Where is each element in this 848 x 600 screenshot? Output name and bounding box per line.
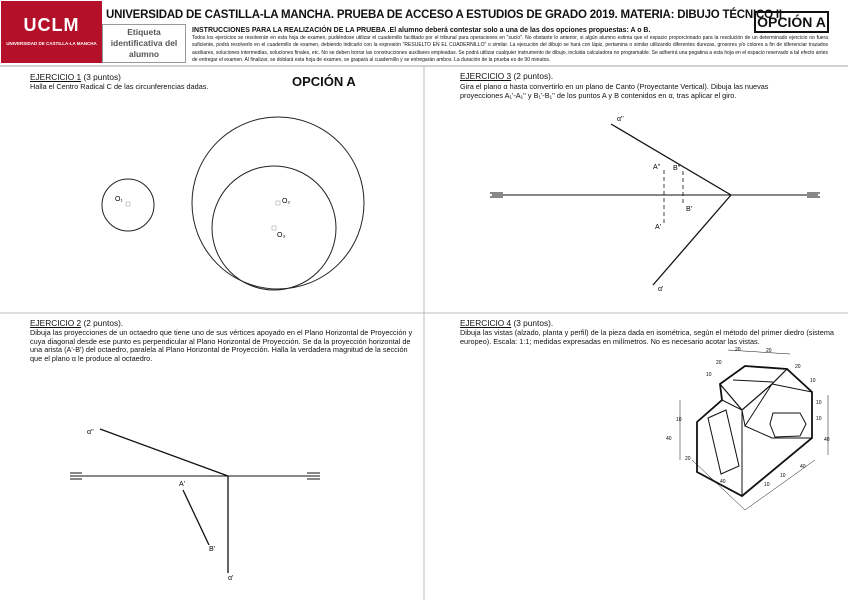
ex4-title: EJERCICIO 4 [460,318,512,328]
dim-10: 40 [824,437,830,443]
ex2-trace-alpha-vertical [100,429,228,476]
ex2-label-alpha2: α'' [87,429,94,436]
ex2-title: EJERCICIO 2 [30,318,82,328]
dim-9: 40 [666,436,672,442]
ex2-text: Dibuja las proyecciones de un octaedro que tiene uno de sus vértices apoyado en el Plano Horizontal de Proyección y cuya diagonal desde ese punto es perpendicular al Plano Horizontal de Proyección. Se da la proyección horizontal de una arista (A'-B') del octaedro, paralela al Plano Horizontal de Proyección. Halla la verdadera magnitud de la sección que el plano α le produce al octaedro. [30,328,413,363]
dim-2: 20 [716,360,722,366]
iso-right-face [745,384,812,438]
dim-line-bottom-left [692,460,745,510]
option-badge: OPCIÓN A [754,11,829,33]
ex3-label-a2: A'' [653,164,661,171]
label-o1: O₁ [115,196,123,203]
center-o3 [272,226,276,230]
circle-o1 [102,179,154,231]
ex3-label-b1: B' [686,206,693,213]
ex3-label-alpha1: α' [658,286,664,293]
ex2-label-b1: B' [209,546,216,553]
instructions-body: Todos los ejercicios se resolverán en esta hoja de examen, pudiéndose utilizar el cuadernillo facilitado por el tribunal para operaciones en "sucio". No obstante lo anterior, si algún alumno estima que el espacio proporcionado para la resolución de un determinado ejercicio no fuera suficiente, podrá resolverlo en el cuadernillo de examen, debiendo indicarlo con la expresión "RESUELTO EN EL CUADERNILLO" o similar. La ejecución del dibujo se hará con lápiz, pertamina o similar utilizando diferentes durezas, grosores y/o colores a fin de diferenciar trazados auxiliares, soluciones intermedias, soluciones finales, etc. No se deben borrar las construcciones auxiliares empleadas. Se podrá utilizar cualquier instrumento de dibujo, incluida calculadora no programable. Se adherirá una pegatina a esta hoja en el espacio reservado a tal efecto antes de entregar el examen. Al finalizar, se doblará esta hoja de examen, se grapará al cuadernillo y se entregarán ambos. La duración de la prueba es de 90 minutos. [192,35,828,64]
ex3-text: Gira el plano α hasta convertirlo en un plano de Canto (Proyectante Vertical). Dibuja las nuevas proyecciones A₁'-A₁'' y B₁'-B₁'' de los puntos A y B contenidos en α, tras aplicar el giro. [460,82,769,100]
dim-8: 10 [816,416,822,422]
dim-14: 40 [720,479,726,485]
student-label: Etiqueta identificativa del alumno [110,27,178,59]
instructions-title: INSTRUCCIONES PARA LA REALIZACIÓN DE LA PRUEBA .El alumno deberá contestar solo a una de las dos opciones propuestas: A o B. [192,27,651,34]
ex1-drawing [102,117,364,290]
ex3-label-a1: A' [655,224,662,231]
dim-1: 20 [766,348,772,354]
ex2-label-alpha1: α' [228,575,234,582]
dim-4: 10 [706,372,712,378]
iso-top-hex [720,366,787,410]
ex2-drawing [70,429,320,582]
ex4-drawing [680,350,828,510]
dim-0: 20 [735,347,741,353]
main-option-title: OPCIÓN A [292,74,356,89]
dim-3: 20 [795,364,801,370]
logo-text: UCLM [23,15,80,35]
ex1-title: EJERCICIO 1 [30,72,82,82]
iso-slot [708,410,739,474]
center-o1 [126,202,130,206]
ex4-points: (3 puntos). [511,318,554,328]
ex3-label-b2: B'' [673,165,681,172]
label-o2: O₂ [282,198,291,205]
ex4-dimensions [666,347,830,488]
label-o3: O₃ [277,232,286,239]
ex2-edge-ab [183,490,209,545]
circle-o3 [212,166,336,290]
dim-7: 10 [676,417,682,423]
dim-6: 10 [816,400,822,406]
ex3-points: (2 puntos). [511,71,554,81]
logo-subtitle: UNIVERSIDAD DE CASTILLA-LA MANCHA [6,41,97,46]
ex3-drawing [490,116,820,293]
iso-top-line [733,380,773,382]
dim-13: 10 [764,482,770,488]
ex3-trace-alpha-vertical [611,124,731,195]
ex2-label-a1: A' [179,481,186,488]
dim-11: 40 [800,464,806,470]
ex3-title: EJERCICIO 3 [460,71,512,81]
ex1-points: (3 puntos) [81,72,121,82]
ex2-points: (2 puntos). [81,318,124,328]
iso-right-hex [770,413,806,437]
dim-15: 10 [780,473,786,479]
ex4-text: Dibuja las vistas (alzado, planta y perfil) de la pieza dada en isométrica, según el método del primer diedro (sistema europeo). Escala: 1:1; medidas expresadas en milímetros. No es necesario acotar las vistas. [460,328,834,346]
center-o2 [276,201,280,205]
ex1-text: Halla el Centro Radical C de las circunferencias dadas. [30,82,209,91]
page-title: UNIVERSIDAD DE CASTILLA-LA MANCHA. PRUEBA DE ACCESO A ESTUDIOS DE GRADO 2019. MATERIA: DIBUJO TÉCNICO II [106,9,782,21]
iso-outline [697,366,812,496]
dim-12: 20 [685,456,691,462]
ex3-label-alpha2: α'' [617,116,624,123]
dim-5: 10 [810,378,816,384]
